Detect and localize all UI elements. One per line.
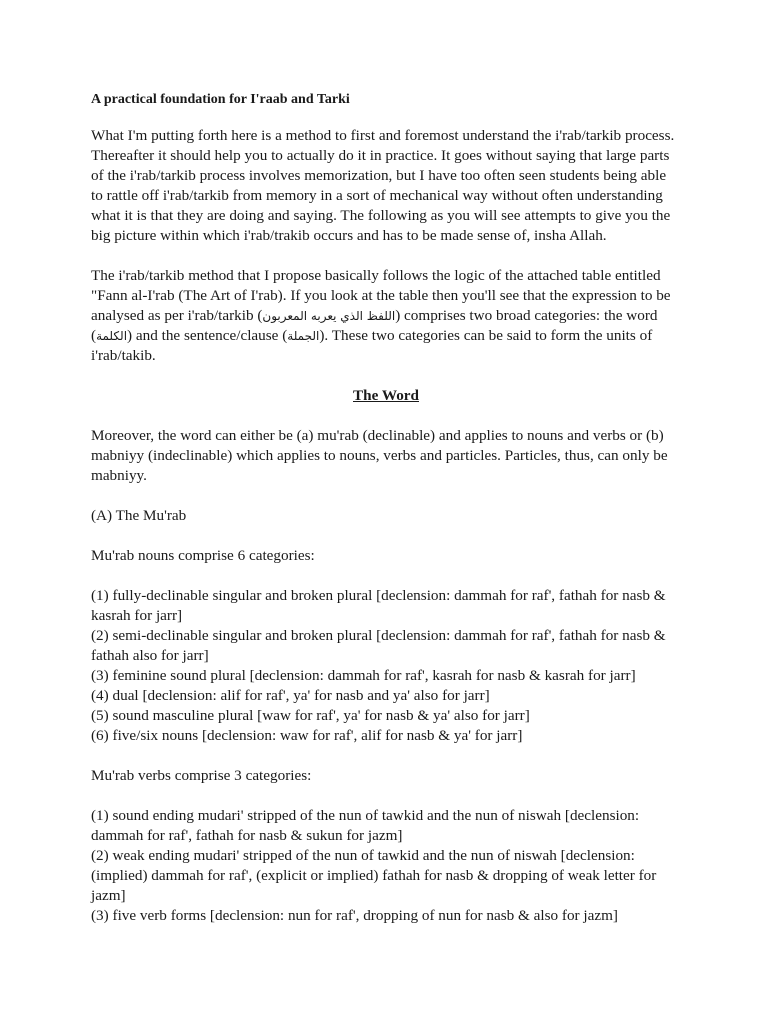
method-text-part2: ) comprises two broad categories: the word ( (91, 307, 658, 344)
list-item: (1) fully-declinable singular and broken plural [declension: dammah for raf', fathah for nasb & kasrah for jarr] (91, 587, 666, 624)
list-item: (2) semi-declinable singular and broken plural [declension: dammah for raf', fathah for nasb & fathah also for jarr] (91, 627, 666, 664)
list-item: (6) five/six nouns [declension: waw for raf', alif for nasb & ya' for jarr] (91, 727, 523, 744)
method-text-part1: The i'rab/tarkib method that I propose basically follows the logic of the attached table entitled "Fann al-I'rab (The Art of I'rab). If you look at the table then you'll see that the expression to be analysed as per i'rab/tarkib ( (91, 267, 671, 324)
document-title: A practical foundation for I'raab and Tarki (91, 92, 350, 107)
arabic-phrase-sentence: الجملة (287, 329, 320, 343)
list-item: (1) sound ending mudari' stripped of the nun of tawkid and the nun of niswah [declension: dammah for raf', fathah for nasb & sukun for jazm] (91, 807, 640, 844)
nouns-intro: Mu'rab nouns comprise 6 categories: (91, 547, 315, 564)
method-paragraph (91, 266, 681, 366)
list-item: (4) dual [declension: alif for raf', ya' for nasb and ya' also for jarr] (91, 687, 490, 704)
murab-verbs-list (91, 806, 681, 926)
list-item: (5) sound masculine plural [waw for raf', ya' for nasb & ya' also for jarr] (91, 707, 530, 724)
word-paragraph: Moreover, the word can either be (a) mu'rab (declinable) and applies to nouns and verbs or (b) mabniyy (indeclinable) which applies to nouns, verbs and particles. Particles, thus, can only be mabniyy. (91, 427, 668, 484)
section-heading-the-word: The Word (353, 387, 419, 404)
list-item: (3) feminine sound plural [declension: dammah for raf', kasrah for nasb & kasrah for jarr] (91, 667, 636, 684)
subsection-heading-murab: (A) The Mu'rab (91, 507, 187, 524)
list-item: (2) weak ending mudari' stripped of the nun of tawkid and the nun of niswah [declension: (implied) dammah for raf', (explicit or implied) fathah for nasb & dropping of weak letter for jazm] (91, 847, 657, 904)
intro-paragraph: What I'm putting forth here is a method to first and foremost understand the i'rab/tarkib process. Thereafter it should help you to actually do it in practice. It goes without saying that large parts of the i'rab/tarkib process involves memorization, but I have too often seen students being able to rattle off i'rab/tarkib from memory in a sort of mechanical way without often understanding what it is that they are doing and saying. The following as you will see attempts to give you the big picture within which i'rab/trakib occurs and has to be made sense of, insha Allah. (91, 127, 675, 244)
verbs-intro: Mu'rab verbs comprise 3 categories: (91, 767, 312, 784)
method-text-part3: ) and the sentence/clause ( (127, 327, 288, 344)
list-item: (3) five verb forms [declension: nun for raf', dropping of nun for nasb & also for jazm] (91, 907, 618, 924)
method-text-part4: ). These two categories can be said to form the units of i'rab/takib. (91, 327, 653, 364)
arabic-phrase-word: الكلمة (96, 329, 128, 343)
murab-nouns-list (91, 586, 681, 746)
document-page (91, 90, 681, 946)
arabic-phrase-expression: اللفظ الذي يعربه المعربون (262, 309, 396, 323)
